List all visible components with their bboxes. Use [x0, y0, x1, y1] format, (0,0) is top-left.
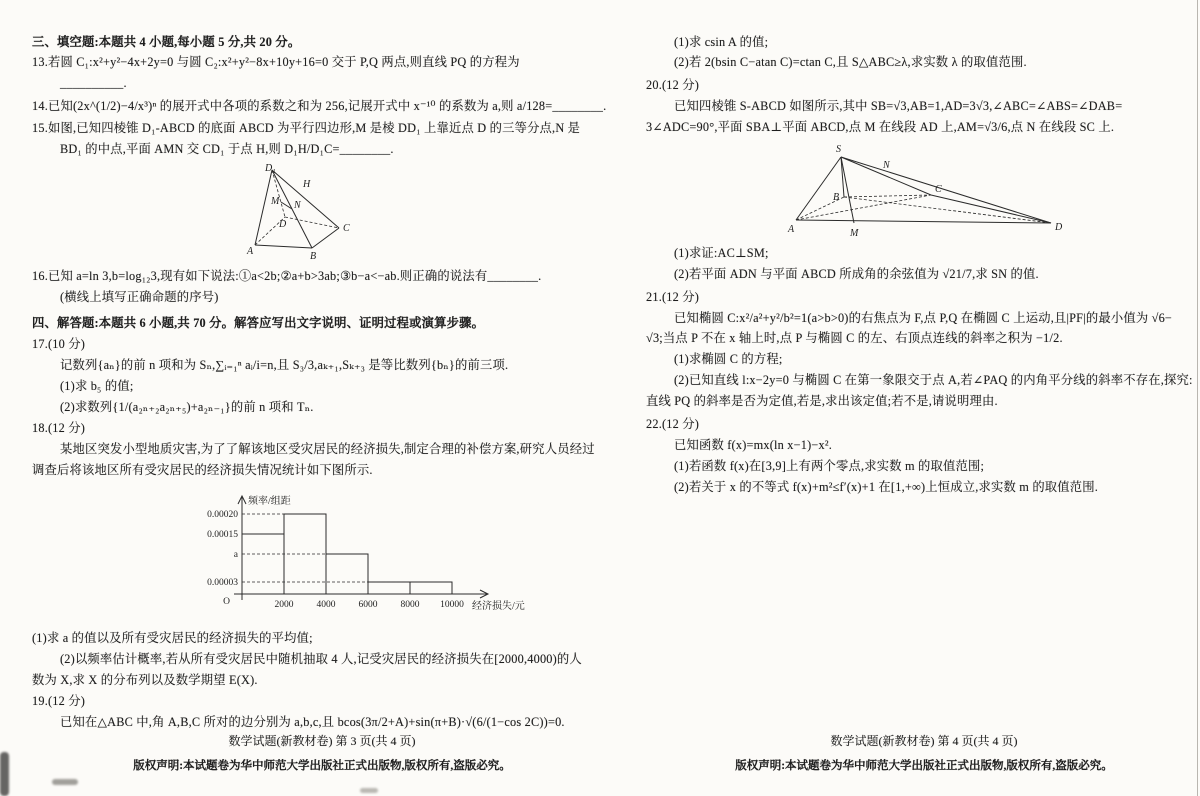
histogram-svg: [172, 482, 532, 622]
q21-item2b: 直线 PQ 的斜率是否为定值,若是,求出该定值;若不是,请说明理由.: [646, 394, 998, 409]
q21-body1: 已知椭圆 C:x²/a²+y²/b²=1(a>b>0)的右焦点为 F,点 P,Q 在椭圆 C 上运动,且|PF|的最小值为 √6−: [674, 310, 1173, 325]
q20-label-a: A: [788, 224, 795, 236]
footer-left-pagenumber: 数学试题(新教材卷) 第 3 页(共 4 页): [228, 734, 416, 748]
q15-label-a: A: [247, 245, 254, 257]
q15-label-n: N: [294, 199, 301, 211]
histogram-y-tick-label: 0.00015: [207, 529, 238, 540]
q17-item2: (2)求数列{1/(a₂ₙ₊₂a₂ₙ₊₅)+a₂ₙ₋₁}的前 n 项和 Tₙ.: [60, 399, 314, 414]
q20-item1: (1)求证:AC⊥SM;: [674, 246, 769, 261]
figure-q20-lines: [796, 157, 1051, 223]
q18-item2a: (2)以频率估计概率,若从所有受灾居民中随机抽取 4 人,记受灾居民的经济损失在[2000,4000)的人: [60, 651, 582, 666]
scan-artifact: [360, 788, 378, 793]
q16-line1: 16.已知 a=ln 3,b=log₁₂3,现有如下说法:①a<2b;②a+b>3ab;③b−a<−ab.则正确的说法有________.: [32, 268, 542, 283]
scan-artifact: [52, 779, 78, 785]
q21-number: 21.(12 分): [646, 289, 700, 304]
q20-label-b: B: [833, 192, 840, 204]
q20-body2: 3∠ADC=90°,平面 SBA⊥平面 ABCD,点 M 在线段 AD 上,AM=√3/6,点 N 在线段 SC 上.: [646, 119, 1115, 134]
q15-label-d: D: [279, 218, 287, 230]
scan-edge-line: [1197, 0, 1198, 796]
q22-item1: (1)若函数 f(x)在[3,9]上有两个零点,求实数 m 的取值范围;: [674, 458, 985, 473]
figure-q15-pyramid: [237, 163, 387, 263]
q13-answer-blank: __________.: [60, 76, 127, 91]
q15-label-d1: D₁: [265, 162, 276, 174]
histogram-bar: [410, 582, 452, 594]
q20-item2: (2)若平面 ADN 与平面 ABCD 所成角的余弦值为 √21/7,求 SN 的值.: [674, 267, 1039, 282]
q17-body: 记数列{aₙ}的前 n 项和为 Sₙ,∑ᵢ₌₁ⁿ aᵢ/i=n,且 S₃/3,aₖ₊₁,Sₖ₊₃ 是等比数列{bₙ}的前三项.: [60, 357, 509, 372]
histogram-ylabel: 频率/组距: [248, 495, 291, 507]
q13-line1: 13.若圆 C₁:x²+y²−4x+2y=0 与圆 C₂:x²+y²−8x+10y+16=0 交于 P,Q 两点,则直线 PQ 的方程为: [32, 55, 520, 70]
q15-line1: 15.如图,已知四棱锥 D₁-ABCD 的底面 ABCD 为平行四边形,M 是棱 DD₁ 上靠近点 D 的三等分点,N 是: [32, 121, 581, 136]
q15-label-h: H: [303, 178, 311, 190]
q14-line: 14.已知(2x^(1/2)−4/x³)ⁿ 的展开式中各项的系数之和为 256,记展开式中 x⁻¹⁰ 的系数为 a,则 a/128=________.: [32, 98, 607, 113]
q18-item1: (1)求 a 的值以及所有受灾居民的经济损失的平均值;: [32, 631, 313, 645]
q18-item2b: 数为 X,求 X 的分布列以及数学期望 E(X).: [32, 672, 258, 687]
q20-label-n: N: [883, 160, 890, 172]
histogram-bar: [368, 582, 410, 594]
q17-number: 17.(10 分): [32, 336, 86, 351]
q22-number: 22.(12 分): [646, 416, 700, 431]
scan-artifact: [0, 752, 9, 796]
q19-body: 已知在△ABC 中,角 A,B,C 所对的边分别为 a,b,c,且 bcos(3π/2+A)+sin(π+B)·√(6/(1−cos 2C))=0.: [60, 714, 565, 729]
footer-left-copyright: 版权声明:本试题卷为华中师范大学出版社正式出版物,版权所有,盗版必究。: [133, 760, 511, 772]
histogram-axes: [234, 496, 488, 600]
histogram-xlabel: 经济损失/元: [472, 600, 525, 612]
right-column: [646, 0, 1200, 772]
footer-right-pagenumber: 数学试题(新教材卷) 第 4 页(共 4 页): [830, 734, 1018, 748]
q15-label-m: M: [271, 195, 280, 207]
q21-item1: (1)求椭圆 C 的方程;: [674, 352, 783, 367]
q20-label-d: D: [1055, 222, 1063, 234]
q20-body1: 已知四棱锥 S-ABCD 如图所示,其中 SB=√3,AB=1,AD=3√3,∠ABC=∠ABS=∠DAB=: [674, 98, 1123, 113]
q20-label-m: M: [850, 228, 859, 240]
histogram-container: [172, 482, 612, 627]
q17-item1: (1)求 b₅ 的值;: [60, 378, 134, 393]
left-column: [32, 0, 612, 772]
histogram-x-tick-label: 8000: [400, 599, 420, 610]
q15-line2: BD₁ 的中点,平面 AMN 交 CD₁ 于点 H,则 D₁H/D₁C=________.: [60, 142, 394, 157]
histogram-x-tick-label: 2000: [274, 599, 294, 610]
histogram-x-tick-label: 4000: [316, 599, 336, 610]
q15-label-c: C: [343, 222, 350, 234]
figure-q20-pyramid: [786, 140, 1071, 240]
histogram-y-tick-label: a: [233, 549, 238, 560]
histogram-bar: [242, 534, 284, 594]
histogram-bar: [326, 554, 368, 594]
q22-body: 已知函数 f(x)=mx(ln x−1)−x².: [674, 437, 833, 452]
q21-item2a: (2)已知直线 l:x−2y=0 与椭圆 C 在第一象限交于点 A,若∠PAQ 的内角平分线的斜率不存在,探究:: [674, 373, 1193, 388]
q16-line2: (横线上填写正确命题的序号): [60, 289, 219, 304]
q19-item1: (1)求 csin A 的值;: [674, 34, 769, 49]
histogram-y-tick-label: 0.00003: [207, 577, 238, 588]
section4-header: 四、解答题:本题共 6 小题,共 70 分。解答应写出文字说明、证明过程或演算步骤。: [32, 316, 485, 330]
q20-label-s: S: [836, 144, 841, 156]
histogram-origin-label: O: [223, 596, 230, 607]
footer-right-copyright: 版权声明:本试题卷为华中师范大学出版社正式出版物,版权所有,盗版必究。: [735, 760, 1113, 772]
q15-label-b: B: [310, 250, 317, 262]
q18-body1: 某地区突发小型地质灾害,为了了解该地区受灾居民的经济损失,制定合理的补偿方案,研究人员经过: [60, 441, 595, 456]
q18-number: 18.(12 分): [32, 420, 86, 435]
q19-item2: (2)若 2(bsin C−atan C)=ctan C,且 S△ABC≥λ,求实数 λ 的取值范围.: [674, 55, 1027, 70]
histogram-y-tick-label: 0.00020: [207, 509, 238, 520]
histogram-x-tick-label: 10000: [440, 599, 464, 610]
histogram-x-tick-label: 6000: [358, 599, 378, 610]
q19-number: 19.(12 分): [32, 693, 86, 708]
q20-label-c: C: [935, 184, 942, 196]
q22-item2: (2)若关于 x 的不等式 f(x)+m²≤f′(x)+1 在[1,+∞)上恒成立,求实数 m 的取值范围.: [674, 479, 1099, 494]
q18-body2: 调查后将该地区所有受灾居民的经济损失情况统计如下图所示.: [32, 462, 373, 477]
q21-body2: √3;当点 P 不在 x 轴上时,点 P 与椭圆 C 的左、右顶点连线的斜率之积为 −1/2.: [646, 331, 1063, 346]
section3-header: 三、填空题:本题共 4 小题,每小题 5 分,共 20 分。: [32, 34, 301, 49]
q20-number: 20.(12 分): [646, 77, 700, 92]
